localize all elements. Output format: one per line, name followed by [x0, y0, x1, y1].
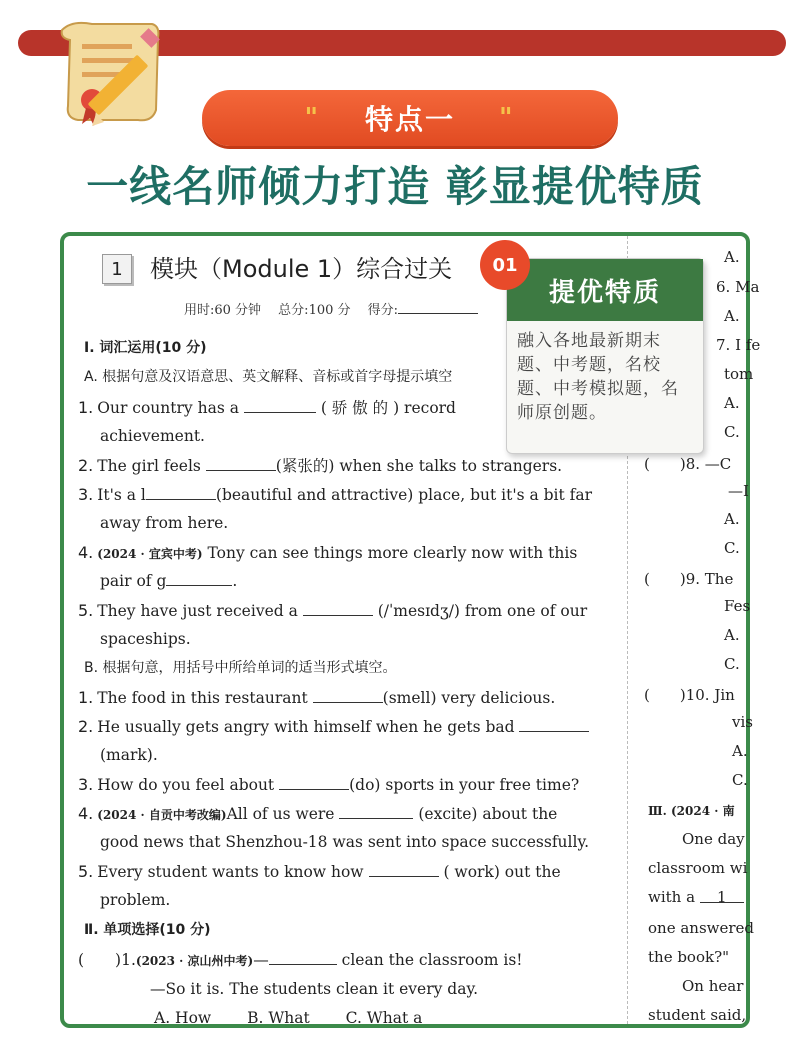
b4-pre: All of us were — [226, 805, 335, 823]
badge-left-quote: " — [304, 103, 321, 133]
side-line: C. — [724, 423, 740, 441]
part-b-heading: B. 根据句意，用括号中所给单词的适当形式填空。 — [84, 660, 397, 676]
b3-post: (do) sports in your free time? — [349, 776, 580, 794]
side-line: C. — [732, 771, 748, 789]
question-a2: 2. The girl feels (紧张的) when she talks to strangers. — [78, 456, 563, 475]
question-a3: 3. It's a l (beautiful and attractive) place, but it's a bit far — [78, 485, 593, 504]
side-line: C. — [724, 539, 740, 557]
b5-post: ( work) out the — [443, 863, 561, 881]
side-line: ( )10. Jin — [644, 686, 735, 704]
side-line: vis — [732, 713, 753, 731]
question-a4-line2: pair of g . — [100, 572, 238, 590]
side-line: —I — [728, 482, 749, 500]
b5-pre: Every student wants to know how — [97, 863, 364, 881]
c1-source-tag: (2023 · 凉山州中考) — [135, 954, 254, 968]
meta-text: 用时:60 分钟 总分:100 分 得分: — [184, 303, 399, 318]
section-2-heading: Ⅱ. 单项选择(10 分) — [84, 922, 211, 938]
callout-body: 融入各地最新期末题、中考题，名校题、中考模拟题，名师原创题。 — [517, 331, 679, 423]
b4-post: (excite) about the — [418, 805, 558, 823]
side-line: student said, — [648, 1006, 747, 1024]
part-a-heading: A. 根据句意及汉语意思、英文解释、音标或首字母提示填空 — [84, 369, 453, 385]
feature-badge — [202, 90, 618, 146]
side-line: A. — [724, 307, 740, 325]
side-line: one answered — [648, 919, 755, 937]
question-a3-line2: away from here. — [100, 514, 229, 532]
unit-number-box: 1 — [102, 254, 132, 284]
certificate-pencil-icon — [52, 10, 172, 130]
c1-paren: ( ) — [78, 951, 122, 969]
b1-post: (smell) very delicious. — [382, 689, 556, 707]
paper-title: 模块（Module 1）综合过关 — [150, 254, 453, 283]
section-1-heading: Ⅰ. 词汇运用(10 分) — [84, 340, 207, 356]
b4-source-tag: (2024 · 自贡中考改编) — [97, 808, 227, 822]
a1-text: Our country has a — [97, 399, 239, 417]
a2-post: (紧张的) when she talks to strangers. — [275, 457, 563, 475]
side-line: A. — [724, 510, 740, 528]
side-section-3: Ⅲ. (2024 · 南 — [648, 804, 735, 818]
question-a1-line2: achievement. — [100, 427, 205, 445]
a5-pre: They have just received a — [97, 602, 298, 620]
question-b5: 5. Every student wants to know how ( work) out the — [78, 862, 561, 881]
answer-blank[interactable] — [303, 601, 373, 617]
question-a5-line2: spaceships. — [100, 630, 191, 648]
answer-blank[interactable] — [244, 398, 316, 414]
answer-blank[interactable] — [146, 485, 216, 501]
c1-post: clean the classroom is! — [341, 951, 523, 969]
side-line: A. — [732, 742, 748, 760]
answer-blank[interactable] — [369, 862, 439, 878]
question-b3: 3. How do you feel about (do) sports in your free time? — [78, 775, 580, 794]
answer-blank[interactable] — [279, 775, 349, 791]
side-blank-1: 1 — [700, 888, 744, 903]
question-a5: 5. They have just received a (/ˈmesɪdʒ/) from one of our — [78, 601, 588, 620]
question-b5-line2: problem. — [100, 891, 171, 909]
side-line: A. — [724, 626, 740, 644]
paper-title-row — [102, 254, 452, 284]
side-line: ( )8. —C — [644, 455, 732, 473]
question-b2: 2. He usually gets angry with himself when he gets bad — [78, 712, 589, 742]
question-b2-line2: (mark). — [100, 746, 158, 764]
b1-pre: The food in this restaurant — [97, 689, 308, 707]
question-a1: 1. Our country has a ( 骄 傲 的 ) record — [78, 398, 456, 417]
a3-post: (beautiful and attractive) place, but it's a bit far — [215, 486, 593, 504]
a4-text: Tony can see things more clearly now with this — [202, 544, 578, 562]
answer-blank[interactable] — [269, 950, 337, 966]
a4-source-tag: (2024 · 宜宾中考) — [97, 547, 203, 561]
b3-pre: How do you feel about — [97, 776, 275, 794]
feature-callout — [506, 258, 704, 454]
side-line: tom — [724, 365, 754, 383]
c1-num: 1. — [121, 951, 136, 969]
question-a4: 4. (2024 · 宜宾中考) Tony can see things more clearly now with this — [78, 543, 578, 562]
question-c1-line2: —So it is. The students clean it every day. — [150, 980, 479, 998]
side-line: Fes — [724, 597, 751, 615]
side-line: classroom wi — [648, 859, 748, 877]
side-line: A. — [724, 248, 740, 266]
badge-right-quote: " — [499, 103, 516, 133]
side-line: the book?" — [648, 948, 730, 966]
side-line: 6. Ma — [716, 278, 760, 296]
question-b4-line2: good news that Shenzhou-18 was sent into space successfully. — [100, 833, 590, 851]
answer-blank[interactable] — [339, 804, 413, 820]
question-c1-options: A. How B. What C. What a — [154, 1009, 423, 1027]
question-c1 — [78, 946, 523, 976]
paper-meta — [184, 296, 478, 325]
answer-blank[interactable] — [313, 688, 383, 704]
callout-number: 01 — [480, 240, 530, 290]
question-b1: 1. The food in this restaurant (smell) very delicious. — [78, 688, 556, 707]
answer-blank[interactable] — [519, 717, 589, 733]
side-line — [648, 888, 744, 906]
answer-blank[interactable] — [206, 456, 276, 472]
b2-pre: He usually gets angry with himself when he gets bad — [97, 718, 515, 736]
side-line: On hear — [682, 977, 744, 995]
page-headline: 一线名师倾力打造 彰显提优特质 — [86, 162, 704, 211]
c1-pre: — — [253, 951, 269, 969]
a1-hint: ( 骄 傲 的 ) record — [320, 399, 456, 417]
question-b4: 4. (2024 · 自贡中考改编)All of us were (excite) about the — [78, 804, 558, 823]
side-line: 7. I fe — [716, 336, 761, 354]
side-text: with a — [648, 888, 696, 906]
a3-pre: It's a l — [97, 486, 146, 504]
side-line: ( )9. The — [644, 570, 734, 588]
side-line: C. — [724, 655, 740, 673]
side-line: One day — [682, 830, 745, 848]
badge-label: 特点一 — [364, 103, 455, 136]
answer-blank[interactable] — [166, 571, 232, 587]
callout-title: 提优特质 — [507, 259, 703, 321]
a2-pre: The girl feels — [97, 457, 201, 475]
a5-post: (/ˈmesɪdʒ/) from one of our — [377, 602, 588, 620]
a4-l2: pair of g — [100, 572, 167, 590]
side-line: A. — [724, 394, 740, 412]
